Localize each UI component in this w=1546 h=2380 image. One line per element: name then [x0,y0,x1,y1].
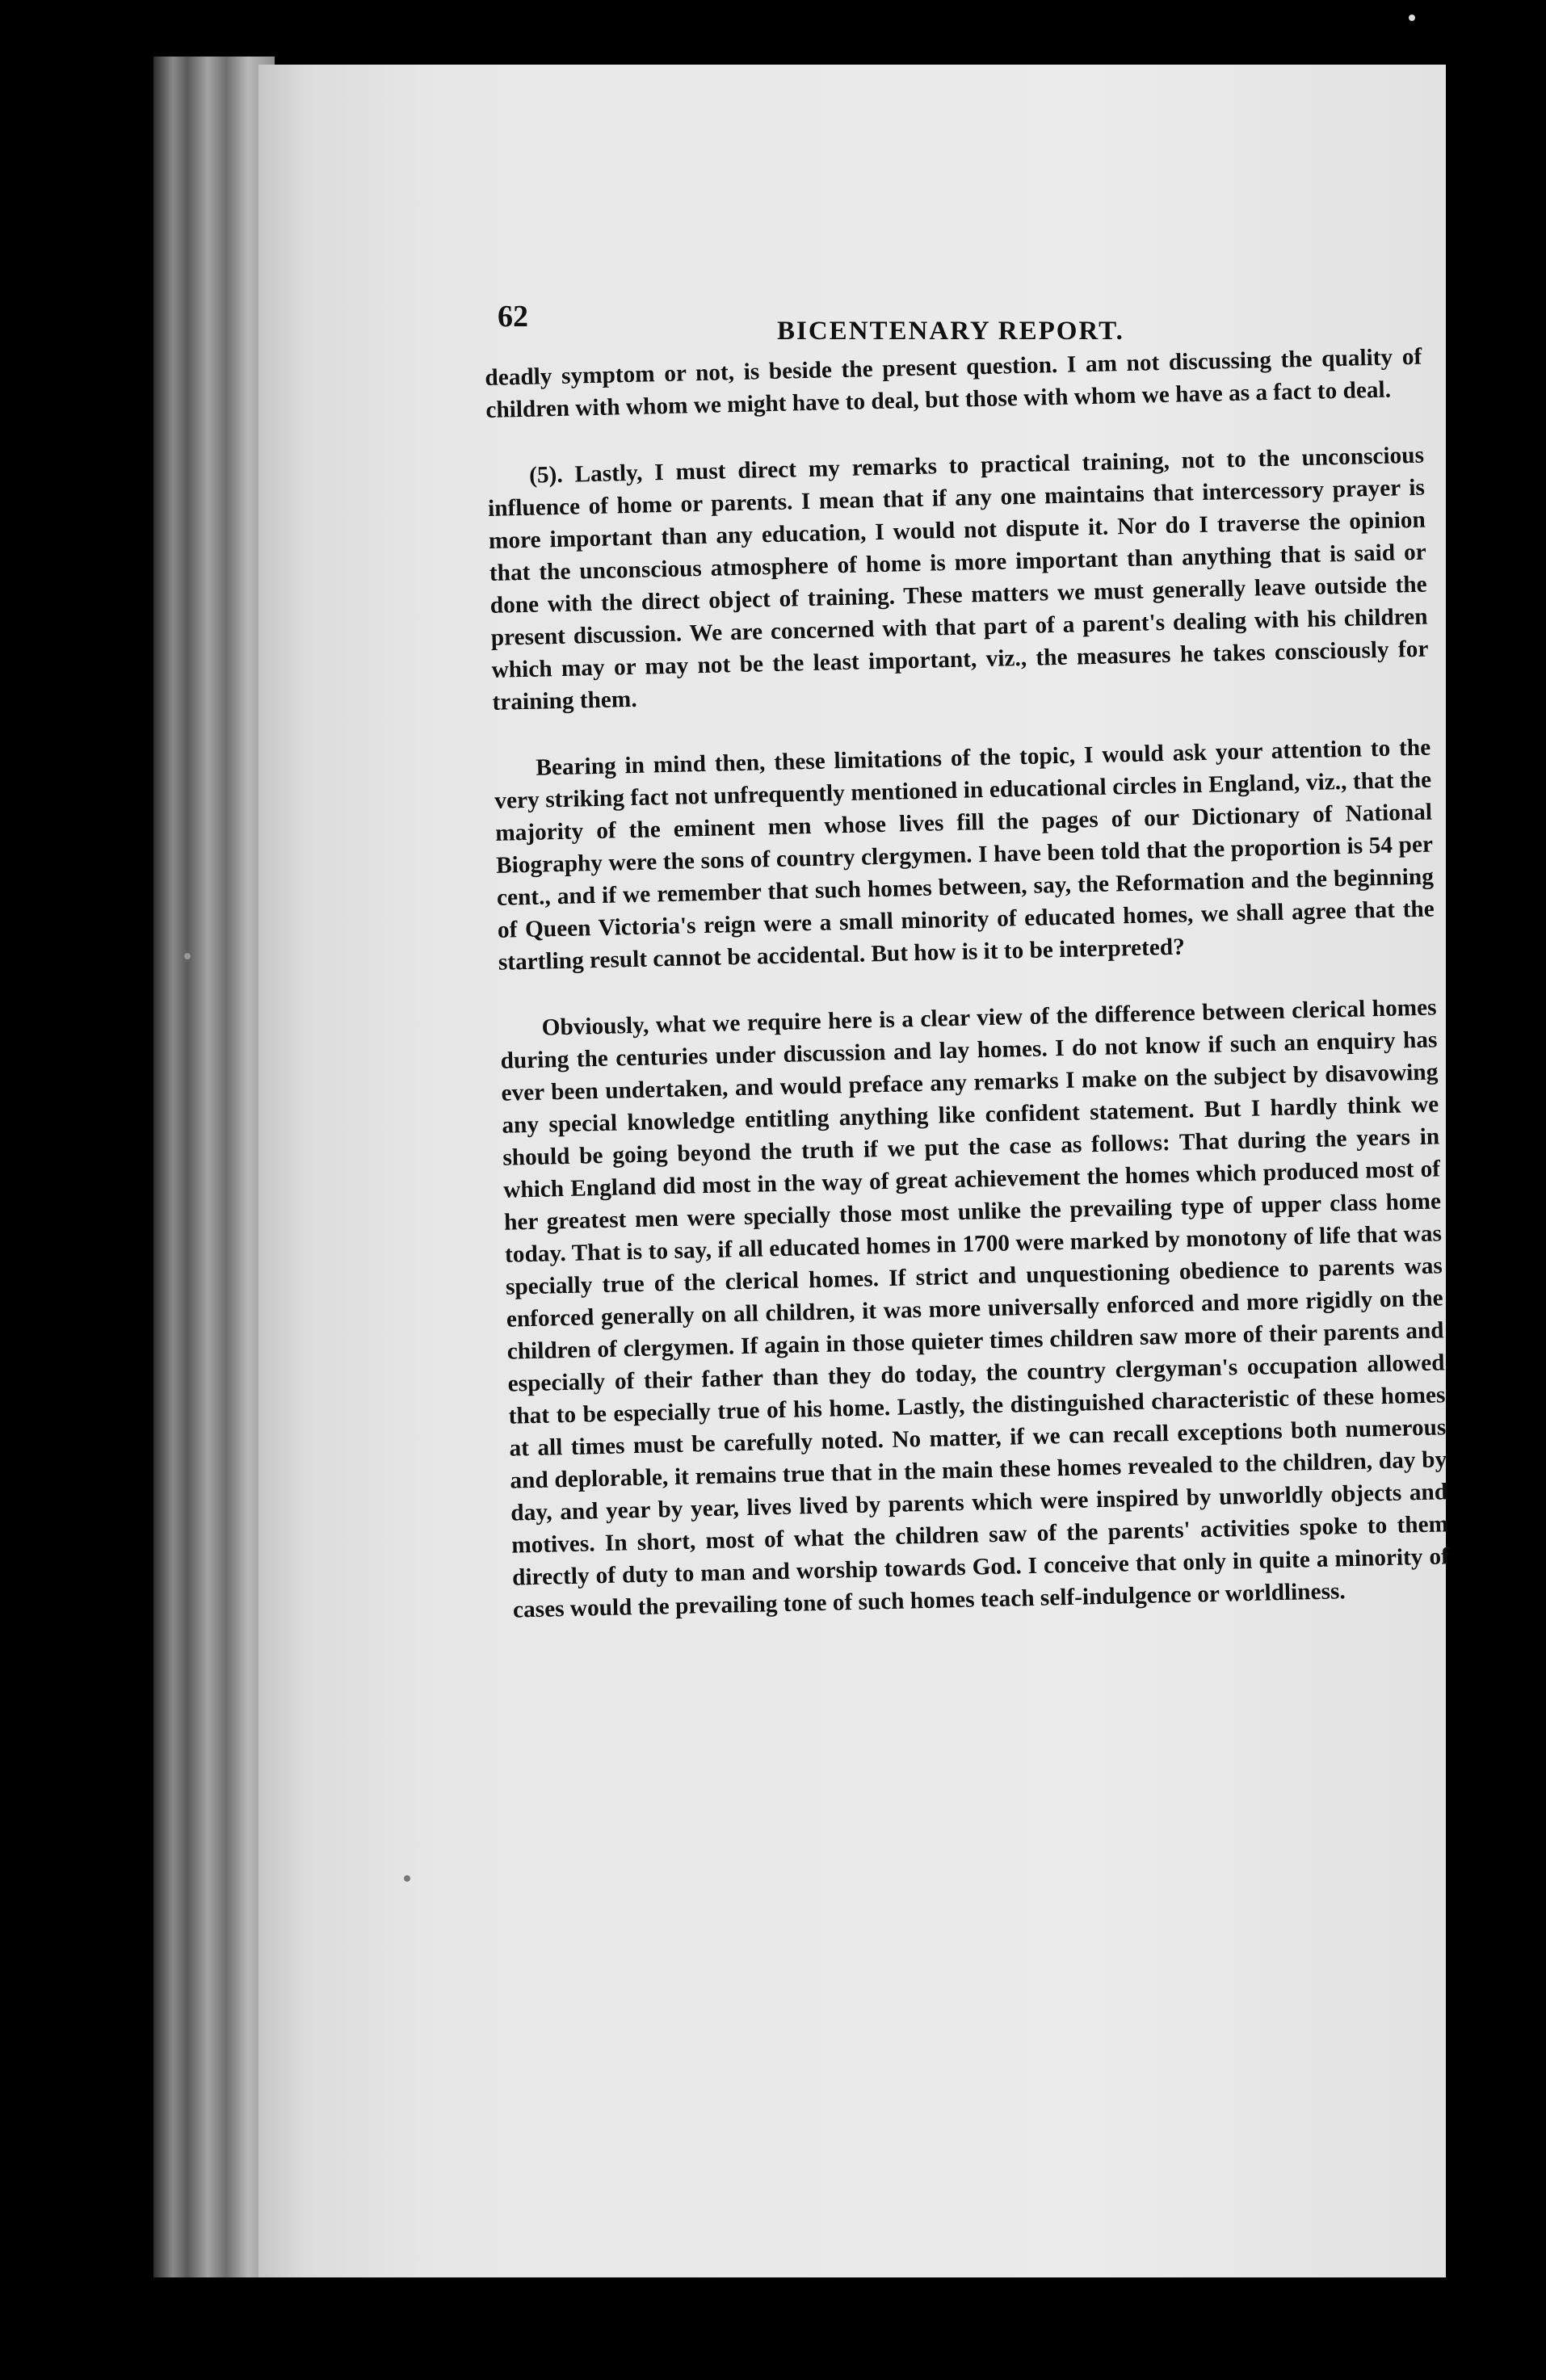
book-binding-edge [153,57,275,2277]
scan-speck [1409,15,1415,21]
paragraph-2: (5). Lastly, I must direct my remarks to practical training, not to the unconscious influence of home or parents. I mean that if any one maintains that intercessory prayer is more important than any education, I would not dispute it. Nor do I traverse the opinion that the unconscious atmosphere of home is more important than anything that is said or done with the direct object of training. These matters we must generally leave outside the present discussion. We are concerned with that part of a parent's dealing with his children which may or may not be the least important, viz., the measures he takes consciously for training them. [487,442,1429,716]
paragraph-1: deadly symptom or not, is beside the present question. I am not discussing the quality of children with whom we might have to deal, but those with whom we have as a fact to deal. [485,343,1422,423]
paragraph-4: Obviously, what we require here is a clear view of the difference between clerical homes during the centuries under discussion and lay homes. I do not know if such an enquiry has ever been undertaken, and would preface any remarks I make on the subject by disavowing any special knowledge entitling anything like confident statement. But I hardly think we should be going beyond the truth if we put the case as follows: That during the years in which England did most in the way of great achievement the homes which produced most of her greatest men were specially those most unlike the prevailing type of upper class home today. That is to say, if all educated homes in 1700 were marked by monotony of life that was specially true of the clerical homes. If strict and unquestioning obedience to parents was enforced generally on all children, it was more universally enforced and more rigidly on the children of clergymen. If again in those quieter times children saw more of their parents and especially of their father than they do today, the country clergyman's occupation allowed that to be especially true of his home. Lastly, the distinguished characteristic of these homes at all times must be carefully noted. No matter, if we can recall exceptions both numerous and deplorable, it remains true that in the main these homes revealed to the children, day by day, and year by year, lives lived by parents which were inspired by unworldly objects and motives. In short, most of what the children saw of the parents' activities spoke to them directly of duty to man and worship towards God. I conceive that only in quite a minority of cases would the prevailing tone of such homes teach self-indulgence or worldliness. [500,994,1450,1623]
page-body [485,341,1451,1660]
scan-speck [404,1875,410,1882]
page-number: 62 [498,300,528,334]
running-head: BICENTENARY REPORT. [777,317,1124,346]
paragraph-3: Bearing in mind then, these limitations of the topic, I would ask your attention to the very striking fact not unfrequently mentioned in educational circles in England, viz., that the majority of the eminent men whose lives fill the pages of our Dictionary of National Biography were the sons of country clergymen. I have been told that the proportion is 54 per cent., and if we remember that such homes between, say, the Reformation and the beginning of Queen Victoria's reign were a small minority of educated homes, we shall agree that the startling result cannot be accidental. But how is it to be interpreted? [494,734,1435,976]
scan-speck [184,953,191,959]
